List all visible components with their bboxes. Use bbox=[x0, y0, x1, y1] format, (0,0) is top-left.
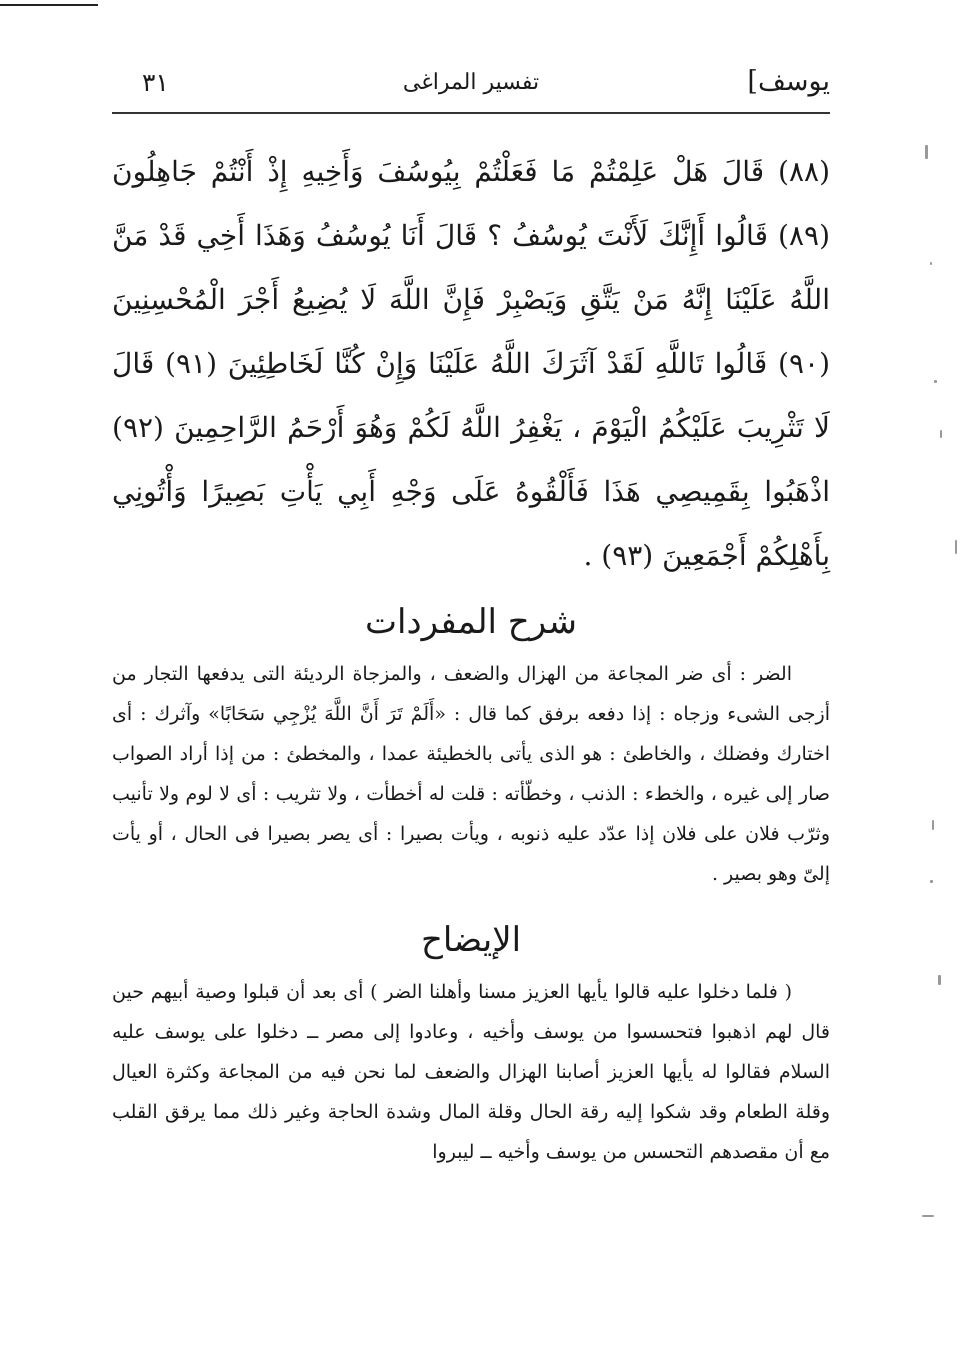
book-title: تفسير المراغى bbox=[402, 70, 540, 95]
explanation-heading: الإيضاح bbox=[420, 920, 522, 960]
explanation-section bbox=[112, 972, 830, 1172]
vocabulary-text: الضر : أى ضر المجاعة من الهزال والضعف ، والمزجاة الرديئة التى يدفعها التجار من أزجى الشىء وزجاه : إذا دفعه برفق كما قال : «أَلَمْ تَرَ أَنَّ اللَّهَ يُزْجِي سَحَابًا» وآثرك : أى اختارك وفضلك ، والخاطئ : هو الذى يأتى بالخطيئة عمدا ، والمخطئ : من إذا أراد الصواب صار إلى غيره ، والخطء : الذنب ، وخطّأته : قلت له أخطأت ، ولا تثريب : أى لا لوم ولا تأنيب وثرّب فلان على فلان إذا عدّد عليه ذنوبه ، ويأت بصيرا : أى يصر بصيرا فى الحال ، أو يأت إلىّ وهو بصير . bbox=[112, 663, 830, 885]
vocabulary-section bbox=[112, 654, 830, 894]
page-number: ٣١ bbox=[142, 68, 169, 97]
quran-verses: (٨٨) قَالَ هَلْ عَلِمْتُمْ مَا فَعَلْتُمْ بِيُوسُفَ وَأَخِيهِ إِذْ أَنْتُمْ جَاهِلُونَ (٨٩) قَالُوا أَإِنَّكَ لَأَنْتَ يُوسُفُ ؟ قَالَ أَنَا يُوسُفُ وَهَذَا أَخِي قَدْ مَنَّ اللَّهُ عَلَيْنَا إِنَّهُ مَنْ يَتَّقِ وَيَصْبِرْ فَإِنَّ اللَّهَ لَا يُضِيعُ أَجْرَ الْمُحْسِنِينَ (٩٠) قَالُوا تَاللَّهِ لَقَدْ آثَرَكَ اللَّهُ عَلَيْنَا وَإِنْ كُنَّا لَخَاطِئِينَ (٩١) قَالَ لَا تَثْرِيبَ عَلَيْكُمُ الْيَوْمَ ، يَغْفِرُ اللَّهُ لَكُمْ وَهُوَ أَرْحَمُ الرَّاحِمِينَ (٩٢) اذْهَبُوا بِقَمِيصِي هَذَا فَأَلْقُوهُ عَلَى وَجْهِ أَبِي يَأْتِ بَصِيرًا وَأْتُونِي بِأَهْلِكُمْ أَجْمَعِينَ (٩٣) . bbox=[112, 155, 830, 572]
book-page bbox=[112, 60, 830, 1172]
scan-edge-rule bbox=[0, 4, 98, 6]
vocabulary-heading: شرح المفردات bbox=[364, 602, 578, 642]
chapter-name: يوسف] bbox=[747, 66, 830, 97]
explanation-text: ( فلما دخلوا عليه قالوا يأيها العزيز مسنا وأهلنا الضر ) أى بعد أن قبلوا وصية أبيهم حين قال لهم اذهبوا فتحسسوا من يوسف وأخيه ، وعادوا إلى مصر ــ دخلوا على يوسف عليه السلام فقالوا له يأيها العزيز أصابنا الهزال والضعف لما نحن فيه من المجاعة وكثرة العيال وقلة الطعام وقد شكوا إليه رقة الحال وقلة المال وشدة الحاجة وغير ذلك مما يرقق القلب مع أن مقصدهم التحسس من يوسف وأخيه ــ ليبروا bbox=[112, 981, 830, 1163]
running-header bbox=[112, 60, 830, 114]
